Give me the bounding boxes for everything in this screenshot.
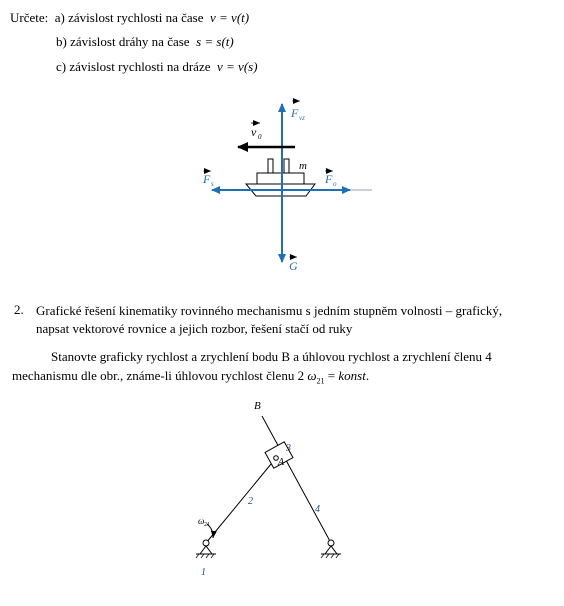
support-right <box>321 540 341 558</box>
paragraph-line-2: mechanismu dle obr., známe-li úhlovou rychlost členu 2 $\omega_{21}$ = konst. <box>12 368 370 386</box>
section-number: 2. <box>14 302 24 317</box>
svg-text:v: v <box>251 125 257 139</box>
support-left <box>196 540 216 558</box>
label-g <box>289 257 298 273</box>
konst-text: konst <box>338 368 366 383</box>
svg-text:vz: vz <box>299 114 305 122</box>
label-a: A <box>278 457 285 468</box>
task-lead: Určete: <box>10 10 49 25</box>
label-b: B <box>254 400 261 412</box>
label-fs <box>202 171 214 188</box>
label-omega21 <box>198 516 210 528</box>
omega-symbol: ω <box>307 368 317 383</box>
paragraph-line-1: Stanovte graficky rychlost a zrychlení bodu B a úhlovou rychlost a zrychlení členu 4 <box>51 349 492 364</box>
label-2: 2 <box>248 496 253 507</box>
svg-text:F: F <box>291 106 299 120</box>
task-item-a-label: a) závislost rychlosti na čase <box>54 10 204 25</box>
link-4 <box>262 416 331 543</box>
svg-text:ω: ω <box>198 516 205 526</box>
label-m: m <box>299 160 307 172</box>
omega-subscript: 21 <box>316 376 325 386</box>
svg-text:G: G <box>289 259 298 273</box>
task-item-c-label: c) závislost rychlosti na dráze <box>56 59 211 74</box>
link-2 <box>206 458 276 543</box>
svg-text:o: o <box>333 180 337 188</box>
svg-text:21: 21 <box>204 522 210 528</box>
period-text: . <box>365 368 370 383</box>
label-fo <box>324 171 337 188</box>
svg-text:s: s <box>211 180 214 188</box>
task-item-b-formula: s = s(t) <box>196 34 234 49</box>
label-v0 <box>251 123 262 141</box>
svg-text:0: 0 <box>258 133 262 141</box>
label-fvz <box>290 101 305 122</box>
label-1: 1 <box>201 567 206 578</box>
equals-text: = <box>324 368 339 383</box>
task-paragraph <box>12 347 492 391</box>
task-item-c-formula: v = v(s) <box>217 59 258 74</box>
section-title-line-1: Grafické řešení kinematiky rovinného mechanismu s jedním stupněm volnosti – grafický, <box>36 303 503 318</box>
svg-text:F: F <box>203 172 211 186</box>
mechanism-diagram <box>196 400 341 578</box>
section-title <box>36 302 502 338</box>
section-title-line-2: napsat vektorové rovnice a jejich rozbor, řešení stačí od ruky <box>36 321 353 336</box>
label-3: 3 <box>286 443 291 454</box>
svg-text:F: F <box>325 172 333 186</box>
task-item-a-formula: v = v(t) <box>210 10 250 25</box>
label-4: 4 <box>315 504 320 515</box>
task-item-b-label: b) závislost dráhy na čase <box>56 34 190 49</box>
